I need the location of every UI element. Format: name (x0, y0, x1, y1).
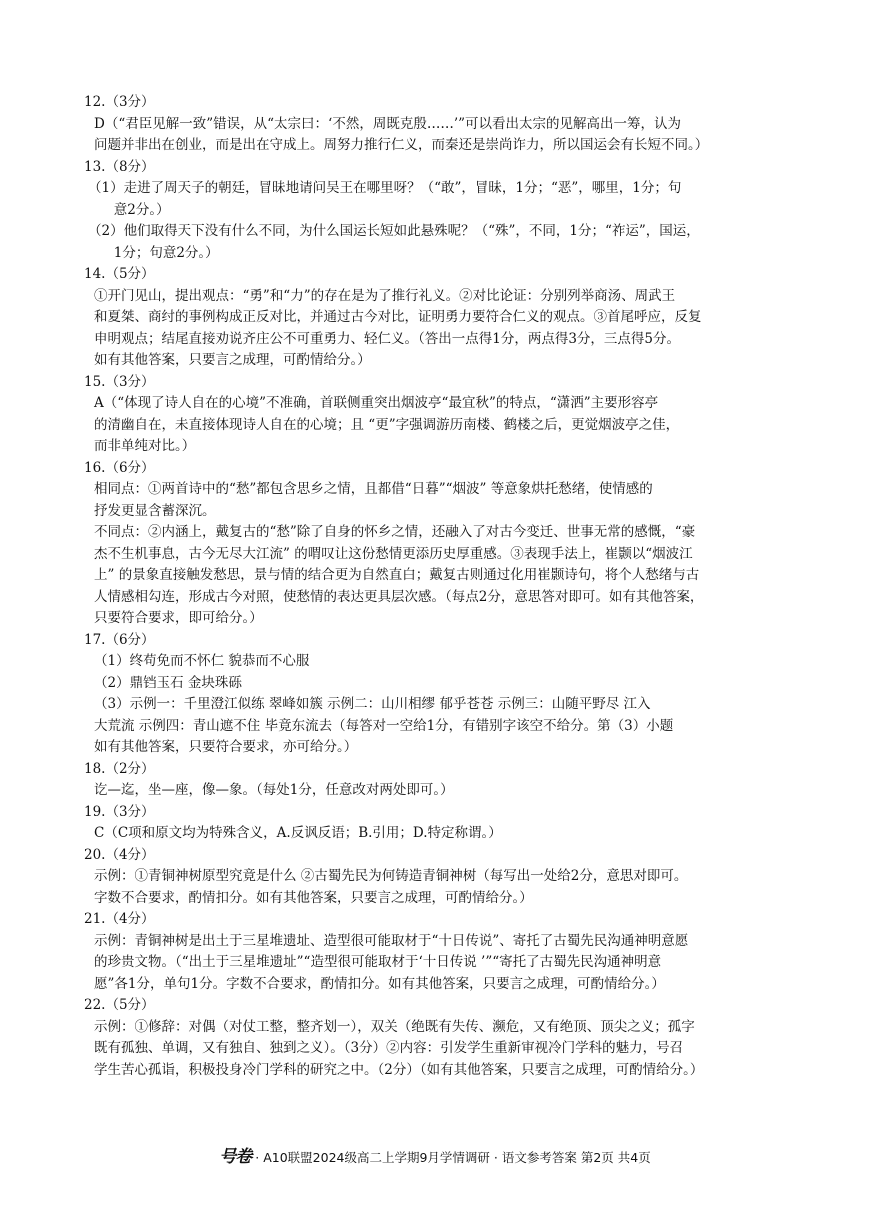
answer-line: （2）鼎铛玉石 金块珠砾 (94, 674, 242, 691)
answer-line: （2）他们取得天下没有什么不同，为什么国运长短如此悬殊呢？（“殊”，不同，1分；“祚运”，国运， (88, 223, 700, 239)
question-number: 15.（3分） (84, 373, 155, 390)
sub-answer (84, 221, 800, 264)
question-number: 16.（6分） (84, 459, 155, 476)
answer-line: 如有其他答案，只要言之成理，可酌情给分。） (94, 352, 371, 368)
question-block (84, 372, 800, 458)
answer-line: 只要符合要求，即可给分。） (94, 610, 263, 626)
question-block (84, 92, 800, 157)
question-block (84, 157, 800, 265)
question-number: 20.（4分） (84, 846, 155, 863)
answer-line: 而非单纯对比。） (94, 438, 196, 454)
answer-line: A（“体现了诗人自在的心境”不准确，首联侧重突出烟波亭“最宜秋”的特点，“潇洒”主要形容亭 (94, 395, 659, 411)
answer-line: 和夏桀、商纣的事例构成正反对比，并通过古今对比，证明勇力要符合仁义的观点。③首尾呼应，反复 (94, 309, 702, 325)
question-number: 21.（4分） (84, 911, 155, 927)
question-block (84, 802, 800, 845)
answer-line: 申明观点；结尾直接劝说齐庄公不可重勇力、轻仁义。（答出一点得1分，两点得3分，三点得5分。 (94, 330, 681, 347)
publisher-logo: 号卷 (219, 1147, 252, 1167)
answer-line: 杰不生机事息，古今无尽大江流” 的喟叹让这份愁情更添历史厚重感。③表现手法上，崔颢以“烟波江 (94, 545, 693, 562)
question-number: 12.（3分） (84, 94, 155, 110)
question-number: 14.（5分） (84, 266, 155, 282)
answer-line: 抒发更显含蓄深沉。 (94, 502, 216, 519)
answer-line: 上” 的景象直接触发愁思，景与情的结合更为自然直白；戴复古则通过化用崔颢诗句，将个人愁绪与古 (94, 567, 700, 583)
answer-line: 的珍贵文物。（“出土于三星堆遗址”“造型很可能取材于‘十日传说 ’”“寄托了古蜀先民沟通神明意 (94, 954, 662, 970)
question-number: 18.（2分） (84, 760, 155, 777)
answer-list (84, 92, 800, 1081)
answer-line: 既有孤独、单调，又有独自、独到之义）。（3分）②内容：引发学生重新审视冷门学科的魅力，号召 (94, 1040, 684, 1056)
answer-line: 愿”各1分，单句1分。字数不合要求，酌情扣分。如有其他答案，只要言之成理，可酌情给分。） (94, 975, 665, 992)
question-block (84, 458, 800, 630)
question-number: 17.（6分） (84, 631, 155, 648)
question-block (84, 630, 800, 759)
answer-line: 示例：青铜神树是出土于三星堆遗址、造型很可能取材于“十日传说”、寄托了古蜀先民沟通神明意愿 (94, 932, 689, 949)
answer-line: 示例：①修辞：对偶（对仗工整，整齐划一），双关（绝既有失传、濒危，又有绝顶、顶尖之义；孤字 (94, 1018, 695, 1035)
answer-line: 的清幽自在，未直接体现诗人自在的心境；且 “更”字强调游历南楼、鹤楼之后，更觉烟波亭之佳， (94, 416, 680, 433)
question-block (84, 845, 800, 910)
question-block (84, 995, 800, 1081)
question-block (84, 909, 800, 995)
question-block (84, 759, 800, 802)
page-footer (0, 1142, 870, 1167)
answer-line: 相同点：①两首诗中的“愁”都包含思乡之情，且都借“日暮”“烟波” 等意象烘托愁绪，使情感的 (94, 481, 653, 497)
answer-line: 学生苦心孤诣，积极投身冷门学科的研究之中。（2分）（如有其他答案，只要言之成理，可酌情给分。） (94, 1061, 704, 1078)
question-number: 22.（5分） (84, 997, 155, 1013)
answer-line: 大荒流 示例四：青山遮不住 毕竟东流去（每答对一空给1分，有错别字该空不给分。第（3）小题 (94, 717, 674, 734)
answer-line: 不同点：②内涵上，戴复古的“愁”除了自身的怀乡之情，还融入了对古今变迁、世事无常的感慨，“豪 (94, 524, 696, 540)
answer-line: C（C项和原文均为特殊含义，A.反讽反语；B.引用；D.特定称谓。） (94, 825, 502, 841)
footer-text: · A10联盟2024级高二上学期9月学情调研 · 语文参考答案 第2页 共4页 (255, 1150, 651, 1165)
question-number: 13.（8分） (84, 158, 155, 175)
answer-line: 如有其他答案，只要符合要求，亦可给分。） (94, 739, 358, 755)
question-number: 19.（3分） (84, 803, 155, 820)
answer-line: 问题并非出在创业，而是出在守成上。周努力推行仁义，而秦还是崇尚诈力，所以国运会有长短不同。） (94, 137, 709, 153)
answer-line: 意2分。） (88, 201, 170, 218)
answer-line: 人情感相勾连，形成古今对照，使愁情的表达更具层次感。（每点2分，意思答对即可。如有其他答案， (94, 588, 704, 605)
answer-line: 讫—迄，坐—座，像—象。（每处1分，任意改对两处即可。） (94, 782, 454, 798)
answer-line: D（“君臣见解一致”错误，从“太宗曰：‘不然，周既克殷……’”可以看出太宗的见解高出一筹，认为 (94, 115, 682, 132)
answer-line: 1分；句意2分。） (88, 244, 219, 261)
answer-line: 示例：①青铜神树原型究竟是什么 ②古蜀先民为何铸造青铜神树（每写出一处给2分，意思对即可。 (94, 868, 688, 884)
answer-line: （1）走进了周天子的朝廷，冒昧地请问吴王在哪里呀？（“敢”，冒昧，1分；“恶”，哪里，1分；句 (88, 180, 682, 196)
answer-line: ①开门见山，提出观点：“勇”和“力”的存在是为了推行礼义。②对比论证：分别列举商汤、周武王 (94, 287, 676, 304)
answer-line: 字数不合要求，酌情扣分。如有其他答案，只要言之成理，可酌情给分。） (94, 889, 533, 906)
answer-line: （1）终苟免而不怀仁 貌恭而不心服 (94, 653, 310, 669)
sub-answer (84, 178, 800, 221)
question-block (84, 264, 800, 372)
answer-line: （3）示例一：千里澄江似练 翠峰如簇 示例二：山川相缪 郁乎苍苍 示例三：山随平野尽 江入 (94, 696, 651, 712)
